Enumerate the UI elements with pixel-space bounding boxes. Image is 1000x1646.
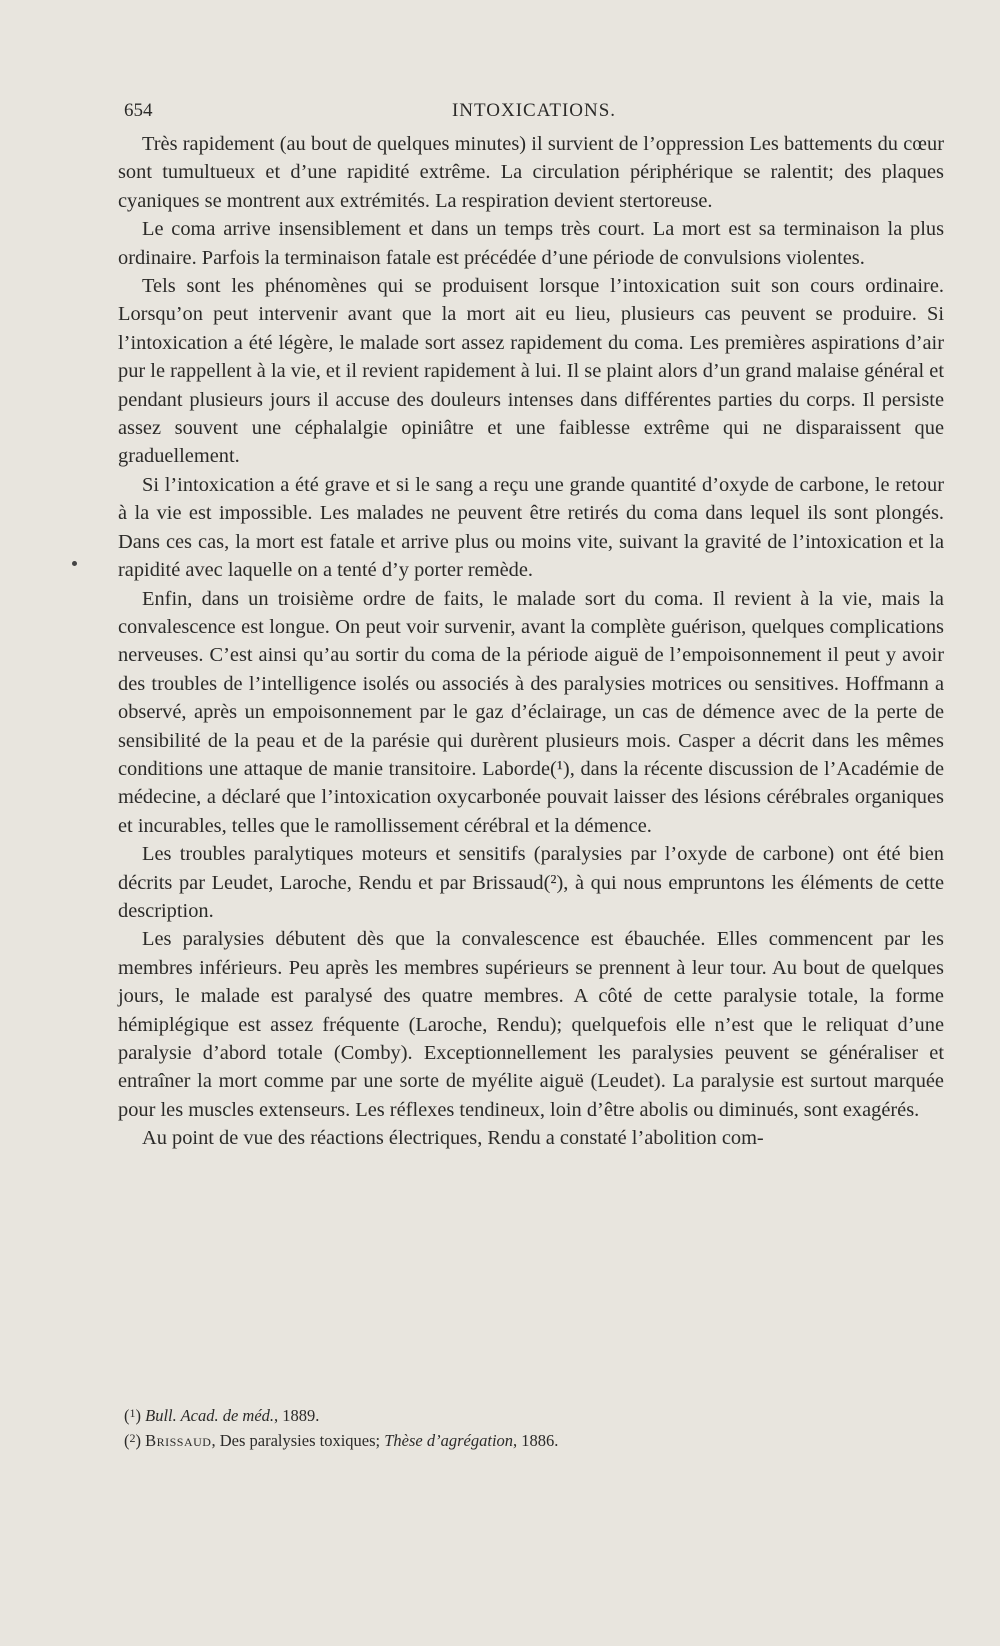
footnote-marker: 2 — [129, 1431, 136, 1445]
footnotes — [124, 1402, 924, 1452]
footnote-marker: 1 — [129, 1406, 136, 1420]
paragraph: Si l’intoxication a été grave et si le sang a reçu une grande quantité d’oxyde de carbone, le retour à la vie est impossible. Les malades ne peuvent être retirés du coma dans lequel ils sont plongés. Dans ces cas, la mort est fatale et arrive plus ou moins vite, suivant la gravité de l’intoxication et la rapidité avec laquelle on a tenté d’y porter remède. — [118, 473, 944, 582]
footnote-text: , Des paralysies toxiques; — [211, 1431, 385, 1450]
page-number: 654 — [124, 100, 153, 121]
footnote-source: Bull. Acad. de méd. — [145, 1406, 275, 1425]
stray-ink-mark — [72, 561, 77, 566]
paragraph: Le coma arrive insensiblement et dans un temps très court. La mort est sa terminaison la plus ordinaire. Parfois la terminaison fatale est précédée d’une période de convulsions violentes. — [118, 218, 944, 269]
running-head — [124, 100, 944, 128]
footnote-2: ($^2$) Brissaud, Des paralysies toxiques; Thèse d’agrégation, 1886. — [124, 1431, 559, 1450]
paragraph: Tels sont les phénomènes qui se produisent lorsque l’intoxication suit son cours ordinaire. Lorsqu’on peut intervenir avant que la mort ait eu lieu, plusieurs cas peuvent se produire. Si l’intoxication a été légère, le malade sort assez rapidement du coma. Les premières aspirations d’air pur le rappellent à la vie, et il revient rapidement à lui. Il se plaint alors d’un grand malaise général et pendant plusieurs jours il accuse des douleurs intenses dans différentes parties du corps. Il persiste assez souvent une céphalalgie opiniâtre et une faiblesse extrême qui ne disparaissent que graduellement. — [118, 275, 944, 468]
paragraph: Enfin, dans un troisième ordre de faits, le malade sort du coma. Il revient à la vie, mais la convalescence est longue. On peut voir survenir, avant la complète guérison, quelques complications nerveuses. C’est ainsi qu’au sortir du coma de la période aiguë de l’empoisonnement il peut y avoir des troubles de l’intelligence isolés ou associés à des paralysies motrices ou sensitives. Hoffmann a observé, après un empoisonnement par le gaz d’éclairage, un cas de démence avec de la perte de sensibilité de la peau et de la parésie qui durèrent plusieurs mois. Casper a décrit dans les mêmes conditions une attaque de manie transitoire. Laborde(¹), dans la récente discussion de l’Académie de médecine, a déclaré que l’intoxication oxycarbonée pouvait laisser des lésions cérébrales organiques et incurables, telles que le ramollissement cérébral et la démence. — [118, 587, 944, 837]
paragraph: Au point de vue des réactions électriques, Rendu a constaté l’abolition com- — [142, 1127, 764, 1150]
paragraph: Les paralysies débutent dès que la convalescence est ébauchée. Elles commencent par les membres inférieurs. Peu après les membres supérieurs se prennent à leur tour. Au bout de quelques jours, le malade est paralysé des quatre membres. A côté de cette paralysie totale, la forme hémiplégique est assez fréquente (Laroche, Rendu); quelquefois elle n’est que le reliquat d’une paralysie d’abord totale (Comby). Exceptionnellement les paralysies peuvent se généraliser et entraîner la mort comme par une sorte de myélite aiguë (Leudet). La paralysie est surtout marquée pour les muscles extenseurs. Les réflexes tendineux, loin d’être abolis ou diminués, sont exagérés. — [118, 928, 944, 1121]
footnote-1: ($^1$) Bull. Acad. de méd., 1889. — [124, 1406, 320, 1425]
footnote-rest: , 1886. — [513, 1431, 559, 1450]
running-title: INTOXICATIONS. — [451, 100, 617, 121]
footnote-work: Thèse d’agrégation — [384, 1431, 514, 1450]
footnote-rest: , 1889. — [274, 1406, 320, 1425]
paragraph: Les troubles paralytiques moteurs et sensitifs (paralysies par l’oxyde de carbone) ont été bien décrits par Leudet, Laroche, Rendu et par Brissaud(²), à qui nous empruntons les éléments de cette description. — [118, 843, 944, 922]
footnote-author: Brissaud — [145, 1431, 212, 1450]
body-text — [118, 130, 944, 1153]
paragraph: Très rapidement (au bout de quelques minutes) il survient de l’oppression Les battements du cœur sont tumultueux et d’une rapidité extrême. La circulation périphérique se ralentit; des plaques cyaniques se montrent aux extrémités. La respiration devient stertoreuse. — [118, 133, 944, 212]
